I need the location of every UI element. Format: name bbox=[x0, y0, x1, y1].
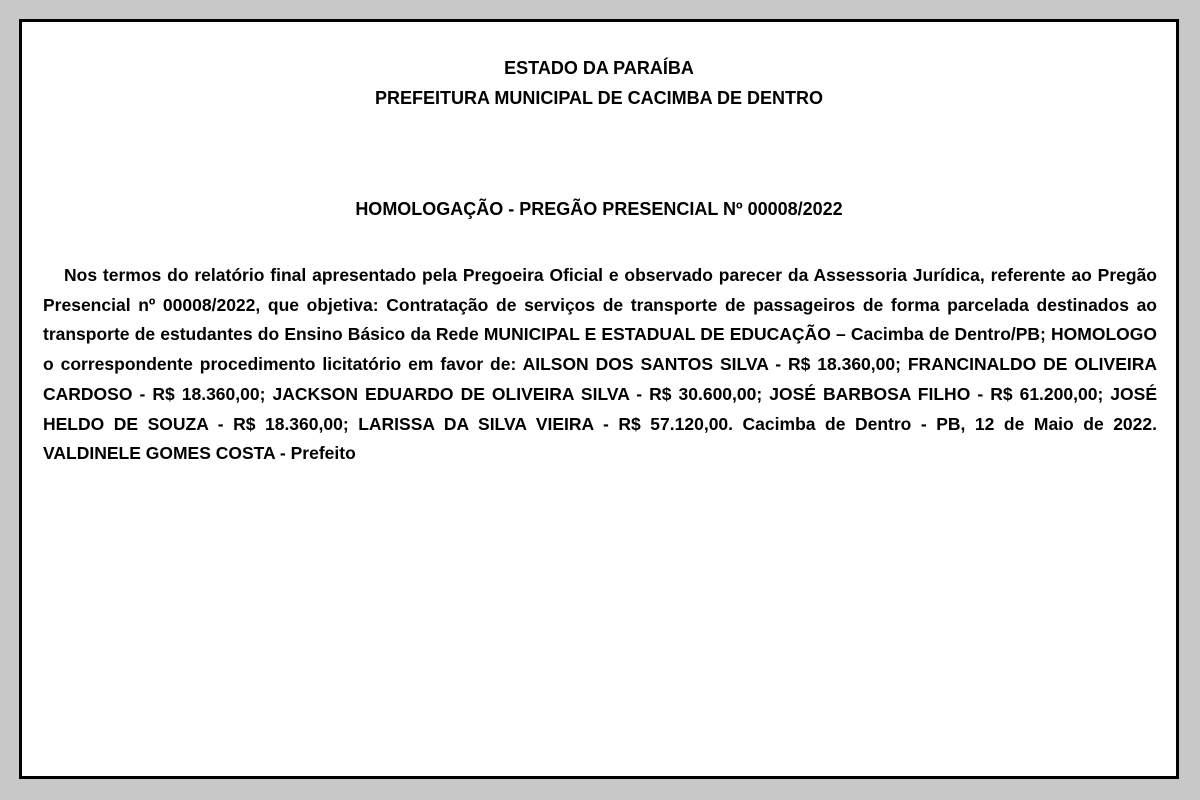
document-body: Nos termos do relatório final apresentado pela Pregoeira Oficial e observado parecer da Assessoria Jurídica, referente ao Pregão Presencial nº 00008/2022, que objetiva: Contratação de serviços de transporte de passageiros de forma parcelada destinados ao transporte de estudantes do Ensino Básico da Rede MUNICIPAL E ESTADUAL DE EDUCAÇÃO – Cacimba de Dentro/PB; HOMOLOGO o correspondente procedimento licitatório em favor de: AILSON DOS SANTOS SILVA - R$ 18.360,00; FRANCINALDO DE OLIVEIRA CARDOSO - R$ 18.360,00; JACKSON EDUARDO DE OLIVEIRA SILVA - R$ 30.600,00; JOSÉ BARBOSA FILHO - R$ 61.200,00; JOSÉ HELDO DE SOUZA - R$ 18.360,00; LARISSA DA SILVA VIEIRA - R$ 57.120,00. Cacimba de Dentro - PB, 12 de Maio de 2022. VALDINELE GOMES COSTA - Prefeito bbox=[43, 265, 1157, 464]
state-name: ESTADO DA PARAÍBA bbox=[504, 58, 694, 78]
document-title: HOMOLOGAÇÃO - PREGÃO PRESENCIAL Nº 00008/2022 bbox=[355, 199, 843, 219]
document-header bbox=[22, 53, 1176, 113]
document-page bbox=[19, 19, 1179, 779]
municipality-name: PREFEITURA MUNICIPAL DE CACIMBA DE DENTRO bbox=[374, 88, 823, 108]
